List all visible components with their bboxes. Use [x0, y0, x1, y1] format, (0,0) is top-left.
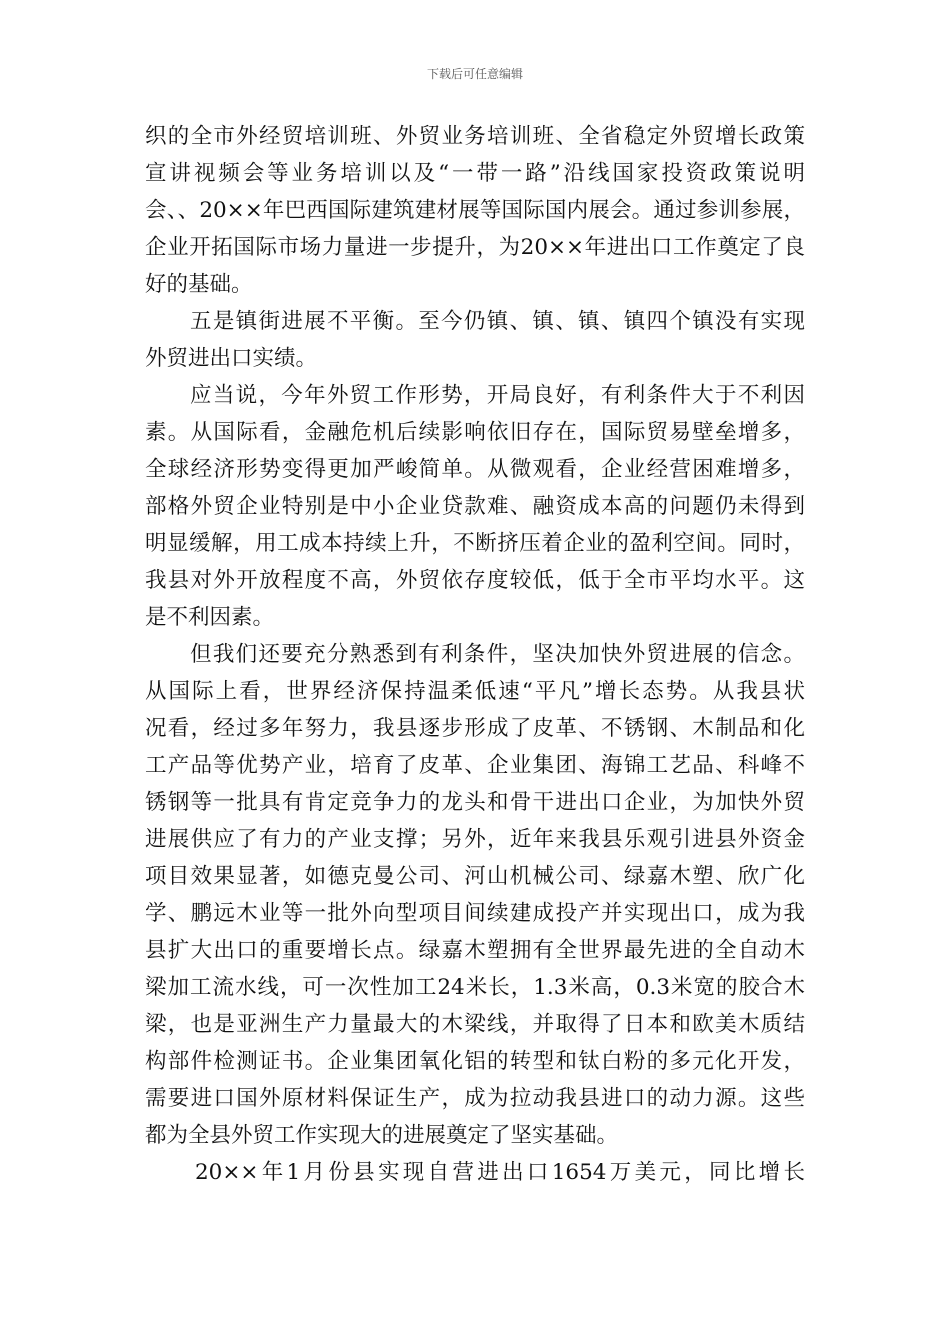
paragraph-line: 构部件检测证书。企业集团氧化铝的转型和钛白粉的多元化开发， — [145, 1049, 805, 1074]
paragraph-line: 都为全县外贸工作实现大的进展奠定了坚实基础。 — [145, 1123, 619, 1148]
paragraph-line: 进展供应了有力的产业支撑；另外，近年来我县乐观引进县外资金 — [145, 827, 805, 852]
paragraph-line: 况看，经过多年努力，我县逐步形成了皮革、不锈钢、木制品和化 — [145, 716, 805, 741]
paragraph-line: 工产品等优势产业，培育了皮革、企业集团、海锦工艺品、科峰不 — [145, 753, 805, 778]
paragraph-line: 项目效果显著，如德克曼公司、河山机械公司、绿嘉木塑、欣广化 — [145, 864, 805, 889]
paragraph-line: 我县对外开放程度不高，外贸依存度较低，低于全市平均水平。这 — [145, 568, 805, 593]
paragraph-line: 素。从国际看，金融危机后续影响依旧存在，国际贸易壁垒增多， — [145, 420, 805, 445]
paragraph-line: 但我们还要充分熟悉到有利条件，坚决加快外贸进展的信念。 — [190, 642, 805, 667]
paragraph-line: 会、、20××年巴西国际建筑建材展等国际国内展会。通过参训参展， — [145, 198, 805, 223]
paragraph-line: 织的全市外经贸培训班、外贸业务培训班、全省稳定外贸增长政策 — [145, 124, 805, 149]
paragraph-line: 部格外贸企业特别是中小企业贷款难、融资成本高的问题仍未得到 — [145, 494, 805, 519]
paragraph-line: 宣讲视频会等业务培训以及“一带一路”沿线国家投资政策说明 — [145, 161, 805, 186]
paragraph-line: 学、鹏远木业等一批外向型项目间续建成投产并实现出口，成为我 — [145, 901, 805, 926]
paragraph-line: 梁加工流水线，可一次性加工24米长，1.3米高，0.3米宽的胶合木 — [145, 975, 805, 1000]
page-header: 下载后可任意编辑 — [426, 67, 523, 81]
paragraph-line: 20××年1月份县实现自营进出口1654万美元，同比增长 — [195, 1160, 805, 1185]
paragraph-line: 应当说，今年外贸工作形势，开局良好，有利条件大于不利因 — [190, 383, 805, 408]
paragraph-line: 县扩大出口的重要增长点。绿嘉木塑拥有全世界最先进的全自动木 — [145, 938, 805, 963]
paragraph-line: 需要进口国外原材料保证生产，成为拉动我县进口的动力源。这些 — [145, 1086, 805, 1111]
paragraph-line: 好的基础。 — [145, 272, 253, 297]
paragraph-line: 企业开拓国际市场力量进一步提升，为20××年进出口工作奠定了良 — [145, 235, 805, 260]
paragraph-line: 锈钢等一批具有肯定竞争力的龙头和骨干进出口企业，为加快外贸 — [145, 790, 805, 815]
paragraph-line: 是不利因素。 — [145, 605, 275, 630]
paragraph-line: 五是镇街进展不平衡。至今仍镇、镇、镇、镇四个镇没有实现 — [190, 309, 805, 334]
paragraph-line: 梁，也是亚洲生产力量最大的木梁线，并取得了日本和欧美木质结 — [145, 1012, 805, 1037]
document-body — [145, 118, 805, 1191]
paragraph-line: 全球经济形势变得更加严峻简单。从微观看，企业经营困难增多， — [145, 457, 805, 482]
paragraph-line: 从国际上看，世界经济保持温柔低速“平凡”增长态势。从我县状 — [145, 679, 805, 704]
paragraph-line: 明显缓解，用工成本持续上升，不断挤压着企业的盈利空间。同时， — [145, 531, 805, 556]
paragraph-line: 外贸进出口实绩。 — [145, 346, 318, 371]
